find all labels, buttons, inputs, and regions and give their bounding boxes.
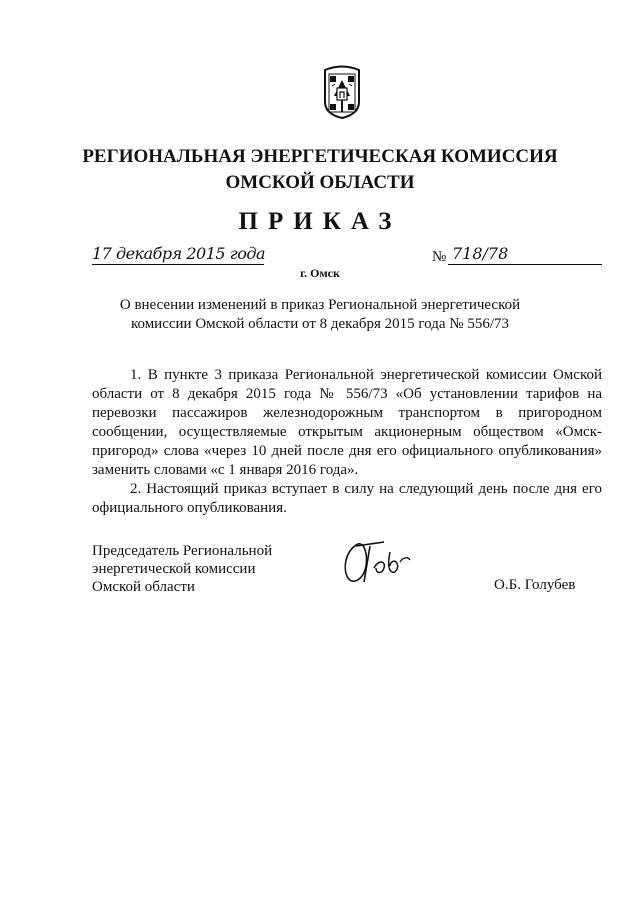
- signatory-title-line2: энергетической комиссии: [92, 561, 256, 577]
- body-paragraph-1: 1. В пункте 3 приказа Региональной энергетической комиссии Омской области от 8 декабря 2015 года № 556/73 «Об установлении тарифов на перевозки пассажиров железнодорожным транспортом в пригородном сообщении, осуществляемые открытым акционерным обществом «Омск-пригород» слова «через 10 дней после дня его официального опубликования» заменить словами «с 1 января 2016 года».: [92, 367, 602, 478]
- document-number-handwritten: 718/78: [452, 244, 509, 263]
- document-date-handwritten: 17 декабря 2015 года: [92, 244, 266, 263]
- document-type-title: ПРИКАЗ: [238, 208, 402, 235]
- coat-of-arms-emblem: [322, 62, 362, 120]
- signatory-title-line1: Председатель Региональной: [92, 543, 273, 559]
- number-underline: [448, 264, 602, 265]
- subject-line1: О внесении изменений в приказ Региональной энергетической: [119, 297, 521, 313]
- date-underline: [92, 264, 264, 265]
- document-number-label: №: [432, 249, 447, 265]
- signatory-title-line3: Омской области: [92, 579, 195, 595]
- organization-name-line1: РЕГИОНАЛЬНАЯ ЭНЕРГЕТИЧЕСКАЯ КОМИССИЯ: [82, 146, 558, 167]
- body-paragraph-2: 2. Настоящий приказ вступает в силу на следующий день после дня его официального опубликования.: [92, 481, 602, 516]
- subject-line2: комиссии Омской области от 8 декабря 2015 года № 556/73: [130, 316, 510, 332]
- document-city: г. Омск: [300, 266, 340, 280]
- document-subject: [0, 296, 640, 334]
- signatory-title: [92, 542, 272, 596]
- handwritten-signature: [338, 538, 414, 588]
- signer-name: О.Б. Голубев: [494, 577, 576, 593]
- organization-name-line2: ОМСКОЙ ОБЛАСТИ: [225, 172, 415, 193]
- document-body: [92, 366, 602, 518]
